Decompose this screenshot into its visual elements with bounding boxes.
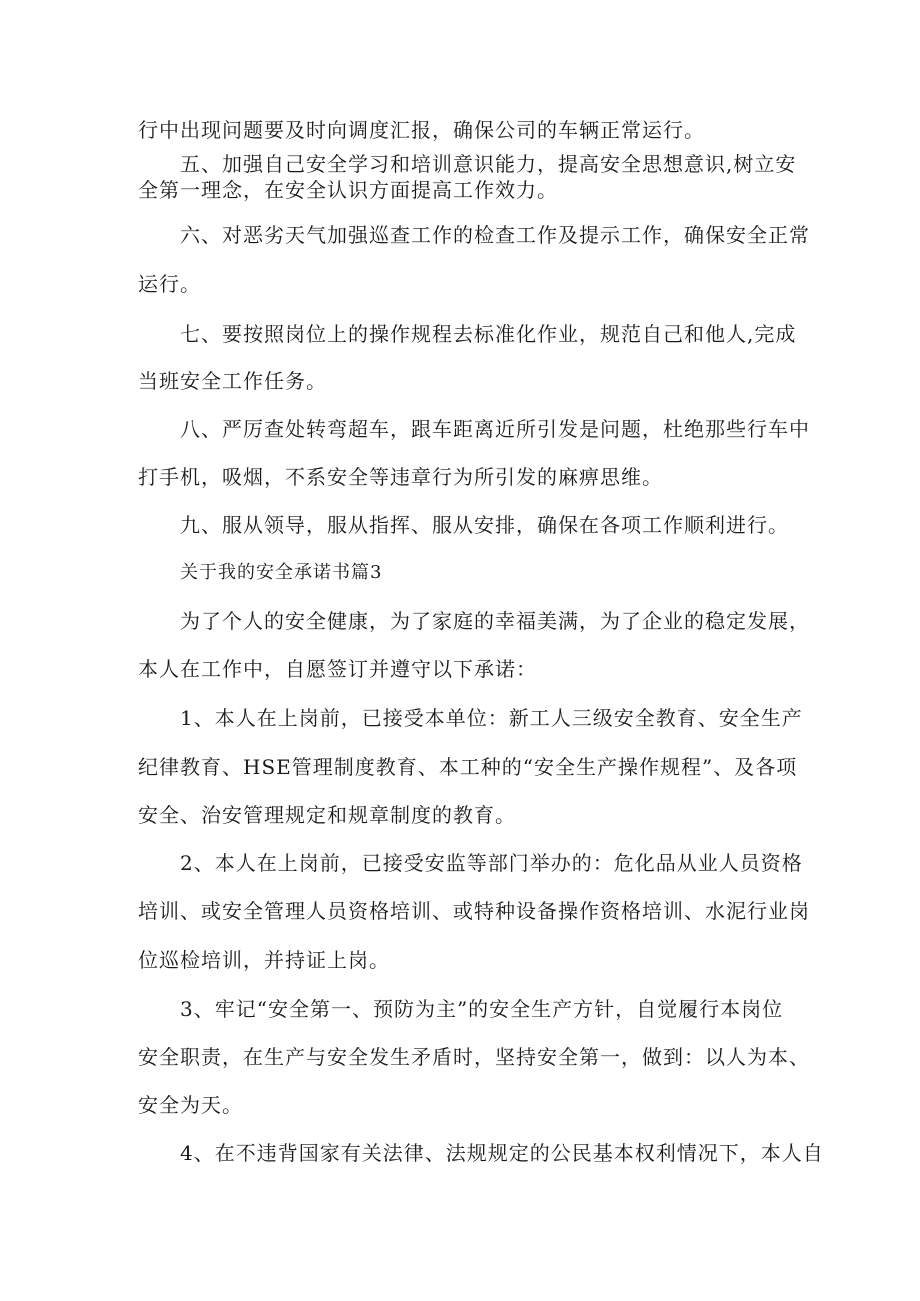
paragraph-line: 九、服从领导，服从指挥、服从安排，确保在各项工作顺利进行。 xyxy=(180,513,789,537)
section-heading: 关于我的安全承诺书篇3 xyxy=(180,562,383,583)
paragraph-line: 运行。 xyxy=(138,272,201,296)
paragraph-line: 当班安全工作任务。 xyxy=(138,369,327,393)
paragraph-line: 3、牢记“安全第一、预防为主”的安全生产方针，自觉履行本岗位 xyxy=(180,997,784,1021)
paragraph-line: 1、本人在上岗前，已接受本单位：新工人三级安全教育、安全生产 xyxy=(180,706,803,730)
paragraph-line: 位巡检培训，并持证上岗。 xyxy=(138,948,390,972)
paragraph-line: 全第一理念，在安全认识方面提高工作效力。 xyxy=(138,178,558,202)
paragraph-line: 安全职责，在生产与安全发生矛盾时，坚持安全第一，做到：以人为本、 xyxy=(138,1045,810,1069)
paragraph-line: 五、加强自己安全学习和培训意识能力，提高安全思想意识,树立安 xyxy=(180,152,797,176)
paragraph-line: 七、要按照岗位上的操作规程去标准化作业，规范自己和他人,完成 xyxy=(180,322,797,346)
paragraph-line: 安全、治安管理规定和规章制度的教育。 xyxy=(138,803,516,827)
paragraph-line: 八、严厉查处转弯超车，跟车距离近所引发是问题，杜绝那些行车中 xyxy=(180,417,810,441)
paragraph-line: 打手机，吸烟，不系安全等违章行为所引发的麻痹思维。 xyxy=(138,465,663,489)
paragraph-line: 4、在不违背国家有关法律、法规规定的公民基本权利情况下，本人自 xyxy=(180,1141,824,1165)
paragraph-line: 安全为天。 xyxy=(138,1093,243,1117)
paragraph-line: 六、对恶劣天气加强巡查工作的检查工作及提示工作，确保安全正常 xyxy=(180,223,810,247)
paragraph-line: 为了个人的安全健康，为了家庭的幸福美满，为了企业的稳定发展， xyxy=(180,609,810,633)
paragraph-line: 本人在工作中，自愿签订并遵守以下承诺： xyxy=(138,657,537,681)
paragraph-line: 行中出现问题要及时向调度汇报，确保公司的车辆正常运行。 xyxy=(138,118,705,142)
paragraph-line: 纪律教育、HSE管理制度教育、本工种的“安全生产操作规程”、及各项 xyxy=(138,755,798,779)
paragraph-line: 2、本人在上岗前，已接受安监等部门举办的：危化品从业人员资格 xyxy=(180,851,803,875)
paragraph-line: 培训、或安全管理人员资格培训、或特种设备操作资格培训、水泥行业岗 xyxy=(138,899,810,923)
